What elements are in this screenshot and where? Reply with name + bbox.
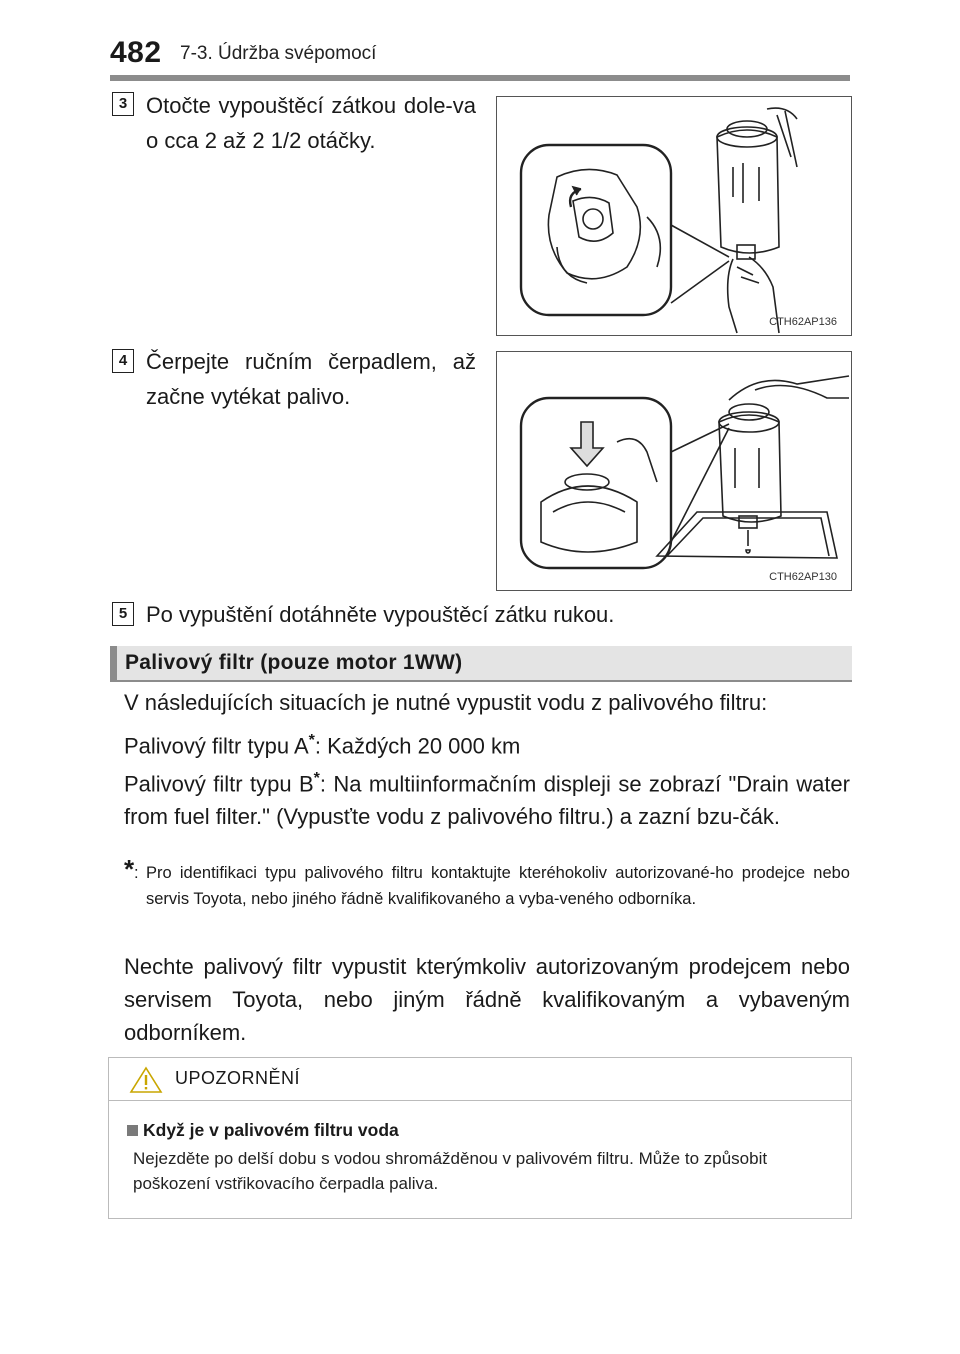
figure-code: CTH62AP136 — [769, 316, 837, 328]
paragraph-type-a — [124, 724, 850, 762]
footnote-text: Pro identifikaci typu palivového filtru kontaktujte kteréhokoliv autorizované-ho prodejce nebo servis Toyota, nebo jiného řádně kvalifikovaného a vyba-veného odborníka. — [146, 864, 850, 908]
paragraph-intro: V následujících situacích je nutné vypustit vodu z palivového filtru: — [124, 690, 768, 715]
warning-header — [109, 1058, 851, 1101]
paragraph-type-b — [124, 762, 850, 833]
type-a-interval: : Každých 20 000 km — [314, 733, 521, 759]
section-heading-text: Palivový filtr (pouze motor 1WW) — [125, 651, 463, 674]
step-text-5: Po vypuštění dotáhněte vypouštěcí zátku rukou. — [146, 602, 615, 627]
section-heading — [110, 646, 852, 682]
step-number-5: 5 — [112, 602, 134, 626]
type-b-condition: : Na multiinformačním displeji se zobrazí "Drain water from fuel filter." (Vypusťte vodu z palivového filtru.) a zazní bzu-čák. — [124, 771, 850, 830]
footnote-marker: * — [308, 732, 315, 749]
footnote: * : Pro identifikaci typu palivového filtru kontaktujte kteréhokoliv autorizované-ho prodejce nebo servis Toyota, nebo jiného řádně kvalifikovaného a vyba-veného odborníka. — [124, 860, 850, 912]
bullet-square-icon — [127, 1125, 138, 1136]
step-text-4: Čerpejte ručním čerpadlem, až začne vytékat palivo. — [146, 349, 476, 409]
warning-text: Nejezděte po delší dobu s vodou shromážděnou v palivovém filtru. Může to způsobit poškození vstřikovacího čerpadla paliva. — [133, 1149, 768, 1193]
paragraph-closing: Nechte palivový filtr vypustit kterýmkoliv autorizovaným prodejcem nebo servisem Toyota, nebo jiným řádně kvalifikovaným a vybaveným odborníkem. — [124, 954, 850, 1045]
page-number: 482 — [110, 36, 162, 69]
type-a-label: Palivový filtr typu A — [124, 733, 309, 759]
header-rule — [110, 75, 850, 81]
warning-box — [108, 1057, 852, 1219]
section-title: 7-3. Údržba svépomocí — [180, 43, 377, 64]
warning-subtitle-text: Když je v palivovém filtru voda — [143, 1120, 399, 1140]
step-number-4: 4 — [112, 349, 134, 373]
type-b-label: Palivový filtr typu B — [124, 771, 314, 797]
figure-drain-plug — [496, 96, 852, 336]
warning-triangle-icon — [129, 1066, 163, 1094]
footnote-marker: * — [313, 770, 320, 787]
illustration-drain-plug — [497, 97, 850, 334]
footnote-asterisk: * — [124, 854, 135, 884]
warning-subtitle — [127, 1120, 399, 1141]
illustration-hand-pump — [497, 352, 850, 589]
figure-code: CTH62AP130 — [769, 571, 837, 583]
figure-hand-pump — [496, 351, 852, 591]
step-text-3: Otočte vypouštěcí zátkou dole-va o cca 2 až 2 1/2 otáčky. — [146, 93, 476, 153]
page-header — [0, 0, 960, 80]
step-number-3: 3 — [112, 92, 134, 116]
warning-title: UPOZORNĚNÍ — [175, 1068, 301, 1088]
